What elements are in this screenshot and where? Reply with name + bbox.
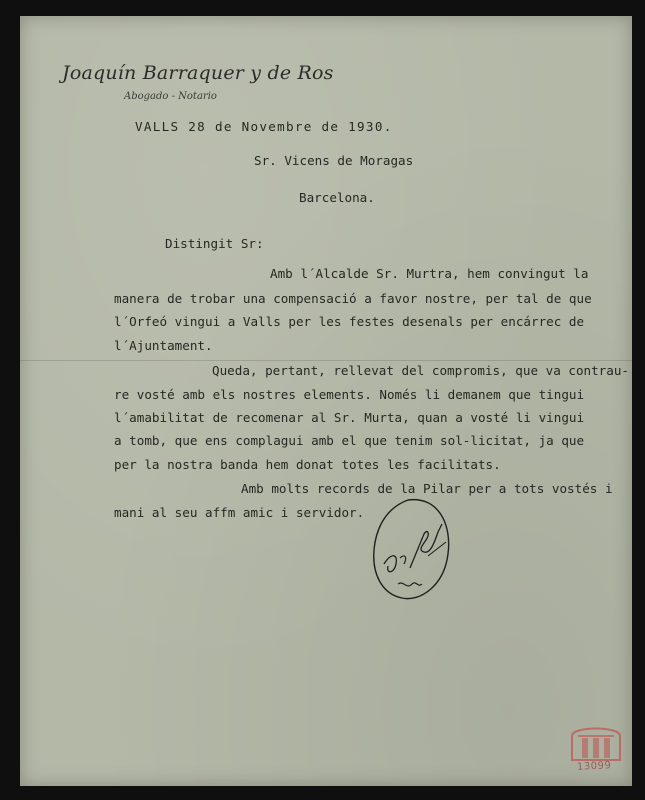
recipient-city: Barcelona. [299,190,375,205]
letter-page [20,16,632,786]
archive-stamp [568,722,624,762]
body-line: Amb molts records de la Pilar per a tots vostés i [241,481,613,496]
body-line: Queda, pertant, rellevat del compromis, que va contrau- [212,363,630,378]
body-line: Amb l´Alcalde Sr. Murtra, hem convingut la [270,266,589,281]
salutation: Distingit Sr: [165,236,264,251]
body-line: mani al seu affm amic i servidor. [114,505,365,520]
page-fold-line [20,360,632,361]
body-line: l´Ajuntament. [114,338,213,353]
letterhead-subtitle: Abogado - Notario [124,91,217,102]
body-line: manera de trobar una compensació a favor nostre, per tal de que [114,291,592,306]
letter-date: VALLS 28 de Novembre de 1930. [135,119,393,134]
body-line: re vosté amb els nostres elements. Només li demanem que tingui [114,387,585,402]
body-line: l´amabilitat de recomenar al Sr. Murta, quan a vosté li vingui [114,410,585,425]
recipient-name: Sr. Vicens de Moragas [254,153,414,168]
archive-number: 13099 [576,760,612,773]
letterhead-name: Joaquín Barraquer y de Ros [62,62,334,84]
handwritten-signature [368,494,452,604]
body-line: a tomb, que ens complagui amb el que tenim sol-licitat, ja que [114,433,585,448]
body-line: l´Orfeó vingui a Valls per les festes desenals per encárrec de [114,314,585,329]
body-line: per la nostra banda hem donat totes les facilitats. [114,457,501,472]
